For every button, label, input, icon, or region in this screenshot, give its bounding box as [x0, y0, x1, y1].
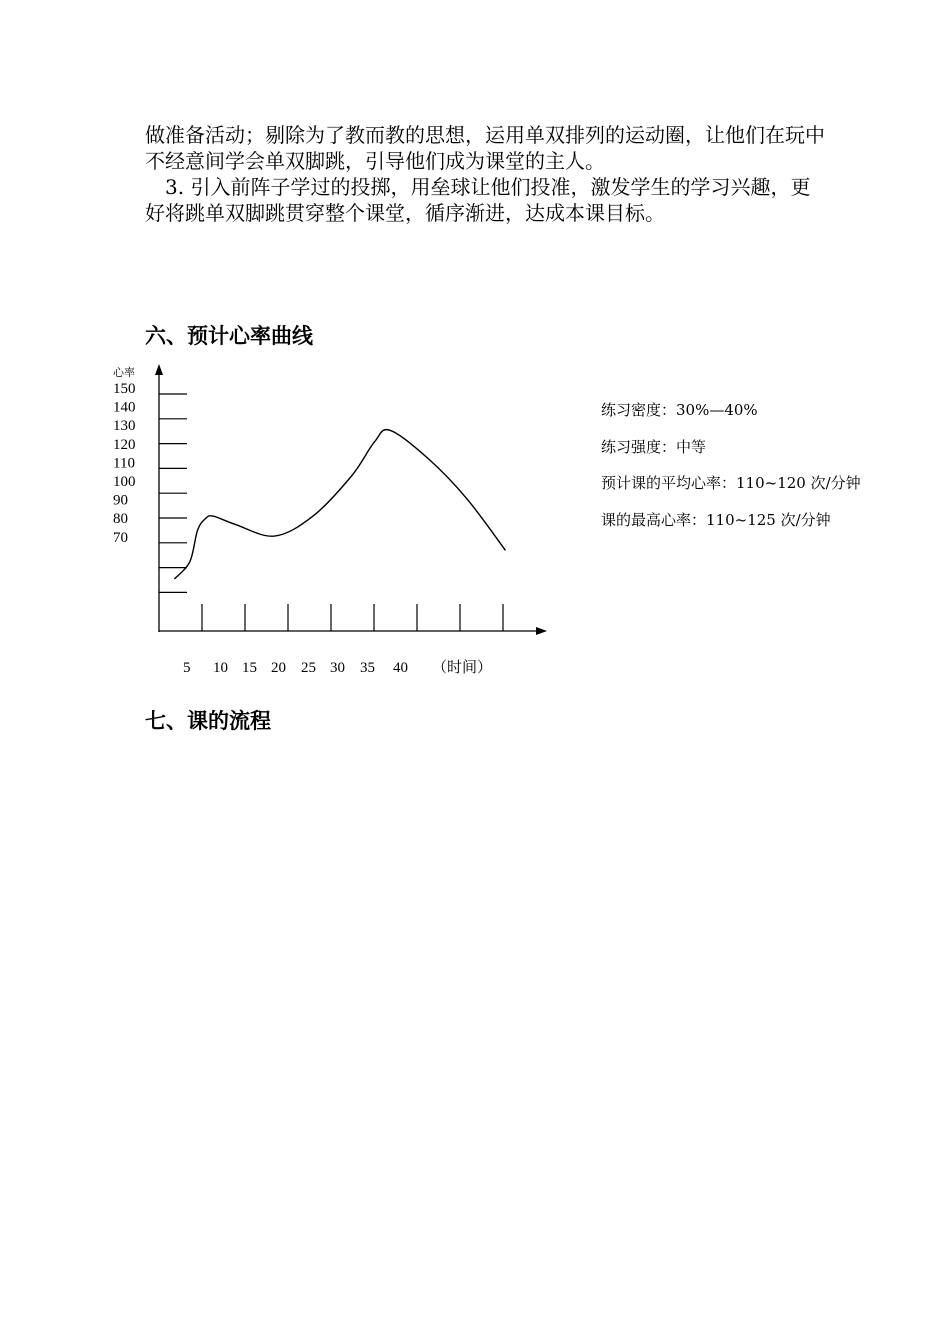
- info-max-heart-rate: 课的最高心率：110~125 次/分钟: [601, 511, 831, 529]
- y-axis-label: 心率: [113, 367, 135, 379]
- x-tick-label: 40: [393, 660, 408, 676]
- info-intensity: 练习强度：中等: [601, 438, 707, 456]
- y-tick-label: 150: [113, 381, 136, 397]
- y-tick-label: 130: [113, 418, 136, 435]
- section6-title: 六、预计心率曲线: [145, 324, 313, 348]
- x-tick-label: 10: [213, 660, 228, 676]
- y-tick-label: 140: [113, 399, 136, 416]
- paragraph-throwing: 3. 引入前阵子学过的投掷，用垒球让他们投准，激发学生的学习兴趣，更好将跳单双脚跳贯穿整个课堂，循序渐进，达成本课目标。: [145, 175, 811, 225]
- y-tick-label: 90: [113, 492, 128, 509]
- x-tick-label: 25: [301, 660, 316, 676]
- heart-rate-curve: [174, 430, 505, 579]
- y-tick-label: 100: [113, 474, 136, 490]
- x-tick-label: 30: [330, 660, 345, 676]
- x-tick-label: 20: [271, 660, 286, 676]
- paragraph-preparation: 做准备活动；剔除为了教而教的思想，运用单双排列的运动圈，让他们在玩中不经意间学会单双脚跳，引导他们成为课堂的主人。: [145, 123, 825, 173]
- y-axis-arrow: [155, 364, 163, 375]
- x-tick-label: 35: [360, 660, 375, 676]
- info-avg-heart-rate: 预计课的平均心率：110~120 次/分钟: [601, 474, 861, 492]
- y-tick-label: 80: [113, 511, 128, 528]
- x-tick-label: 15: [242, 660, 257, 676]
- x-axis-label: （时间）: [432, 660, 493, 676]
- y-tick-label: 110: [113, 455, 135, 472]
- x-axis-arrow: [536, 627, 547, 635]
- info-density: 练习密度：30%—40%: [601, 401, 758, 419]
- x-tick-label: 5: [183, 660, 191, 676]
- y-tick-label: 120: [113, 436, 136, 453]
- section7-title: 七、课的流程: [145, 709, 271, 733]
- y-tick-label: 70: [113, 529, 128, 546]
